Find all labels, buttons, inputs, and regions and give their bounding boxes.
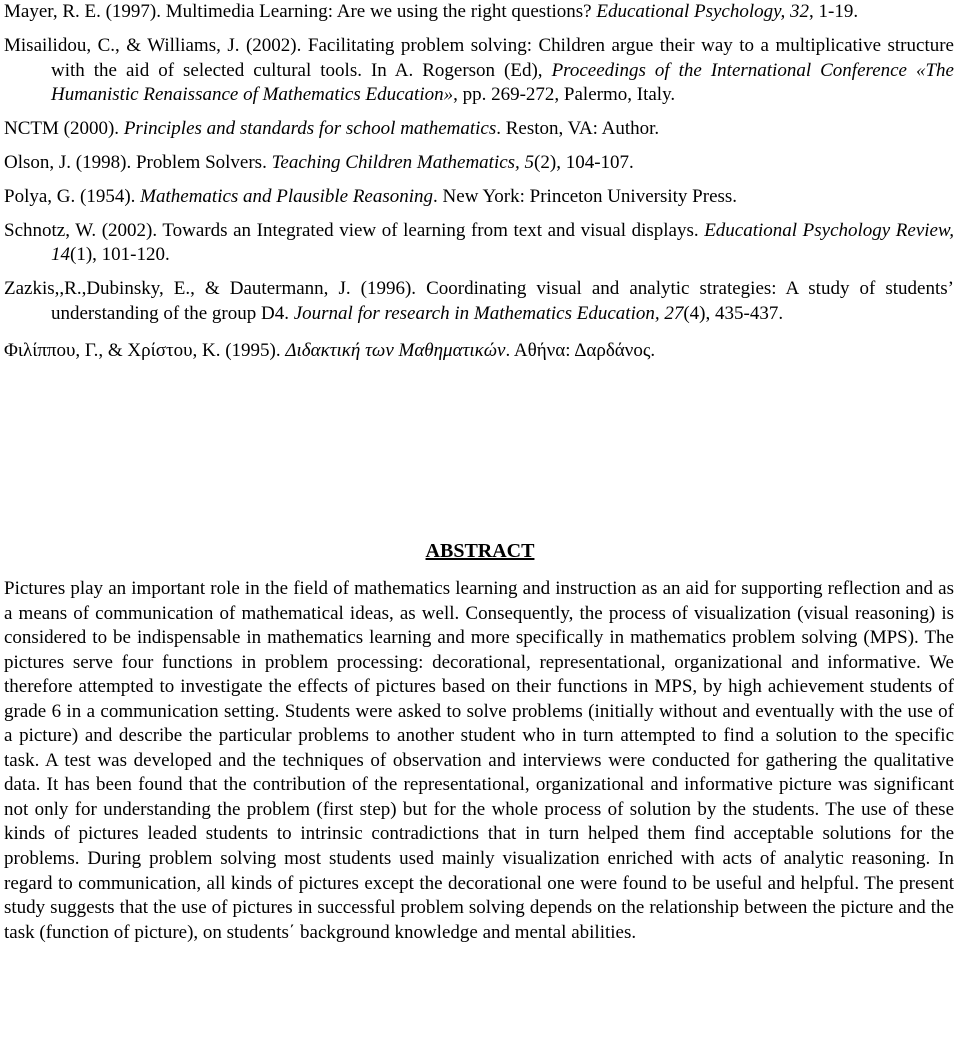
reference-details: , 1-19. [809, 1, 859, 22]
reference-authors: Mayer, R. E. (1997). Multimedia Learning: Are we using the right questions? [4, 1, 597, 22]
reference-authors: Zazkis,,R.,Dubinsky, E., & Dautermann, J. (1996). Coordinating visual and analytic strategies: A study of students’ understanding of the group D4. [4, 278, 954, 324]
reference-journal: Journal for research in Mathematics Education, 27 [293, 302, 684, 324]
reference-journal: Teaching Children Mathematics, 5 [271, 151, 535, 173]
reference-journal: Educational Psychology, 32 [596, 1, 809, 22]
abstract-heading: ABSTRACT [425, 540, 535, 562]
reference-misailidou [4, 34, 954, 108]
reference-journal: Διδακτική των Μαθηματικών [285, 339, 506, 361]
reference-details: , pp. 269-272, Palermo, Italy. [453, 84, 676, 106]
reference-authors: Olson, J. (1998). Problem Solvers. [4, 151, 272, 173]
reference-journal: Proceedings of the International Conference «The Humanistic Renaissance of Mathematics Education» [51, 59, 954, 106]
reference-filippou [4, 339, 954, 364]
reference-authors: Polya, G. (1954). [4, 185, 141, 207]
reference-details: (1), 101-120. [70, 244, 170, 266]
reference-zazkis [4, 277, 954, 327]
reference-journal: Principles and standards for school mathematics [123, 118, 497, 140]
reference-authors: Misailidou, C., & Williams, J. (2002). Facilitating problem solving: Children argue their way to a multiplicative structure with the aid of selected cultural tools. In A. Rogerson (Ed), [4, 34, 954, 81]
reference-details: (2), 104-107. [534, 151, 634, 173]
reference-authors: NCTM (2000). [4, 118, 124, 140]
abstract-body: Pictures play an important role in the field of mathematics learning and instruction as an aid for supporting reflection and as a means of communication of mathematical ideas, as well. Consequently, the process of visualization (visual reasoning) is considered to be indispensable in mathematics learning and more specifically in mathematics problem solving (MPS). The pictures serve four functions in problem processing: decorational, representational, organizational and informative. We therefore attempted to investigate the effects of pictures based on their functions in MPS, by high achievement students of grade 6 in a communication setting. Students were asked to solve problems (initially without and eventually with the use of a picture) and describe the particular problems to another student who in turn attempted to find a solution to the specific task. A test was developed and the techniques of observation and interviews were conducted for gathering the qualitative data. It has been found that the contribution of the representational, organizational and informative picture was significant not only for understanding the problem (first step) but for the whole process of solution by the students. The use of these kinds of pictures leaded students to intrinsic contradictions that in turn helped them find acceptable solutions for the problems. During problem solving most students used mainly visualization enriched with acts of analytic reasoning. In regard to communication, all kinds of pictures except the decorational one were found to be useful and helpful. The present study suggests that the use of pictures in successful problem solving depends on the relationship between the picture and the task (function of picture), on students΄ background knowledge and mental abilities. [4, 578, 954, 943]
reference-list [4, 0, 954, 373]
reference-authors: Φιλίππου, Γ., & Χρίστου, Κ. (1995). [4, 339, 286, 361]
reference-authors: Schnotz, W. (2002). Towards an Integrated view of learning from text and visual displays. [4, 219, 705, 241]
reference-mayer [4, 0, 954, 25]
reference-schnotz [4, 219, 954, 269]
reference-details: . New York: Princeton University Press. [433, 185, 738, 207]
reference-nctm [4, 117, 954, 142]
reference-journal: Mathematics and Plausible Reasoning [140, 185, 434, 207]
reference-olson [4, 151, 954, 176]
reference-journal: Educational Psychology Review, 14 [51, 219, 955, 266]
reference-polya [4, 185, 954, 210]
reference-details: . Αθήνα: Δαρδάνος. [505, 339, 656, 361]
reference-details: (4), 435-437. [683, 302, 784, 324]
reference-details: . Reston, VA: Author. [496, 118, 660, 140]
